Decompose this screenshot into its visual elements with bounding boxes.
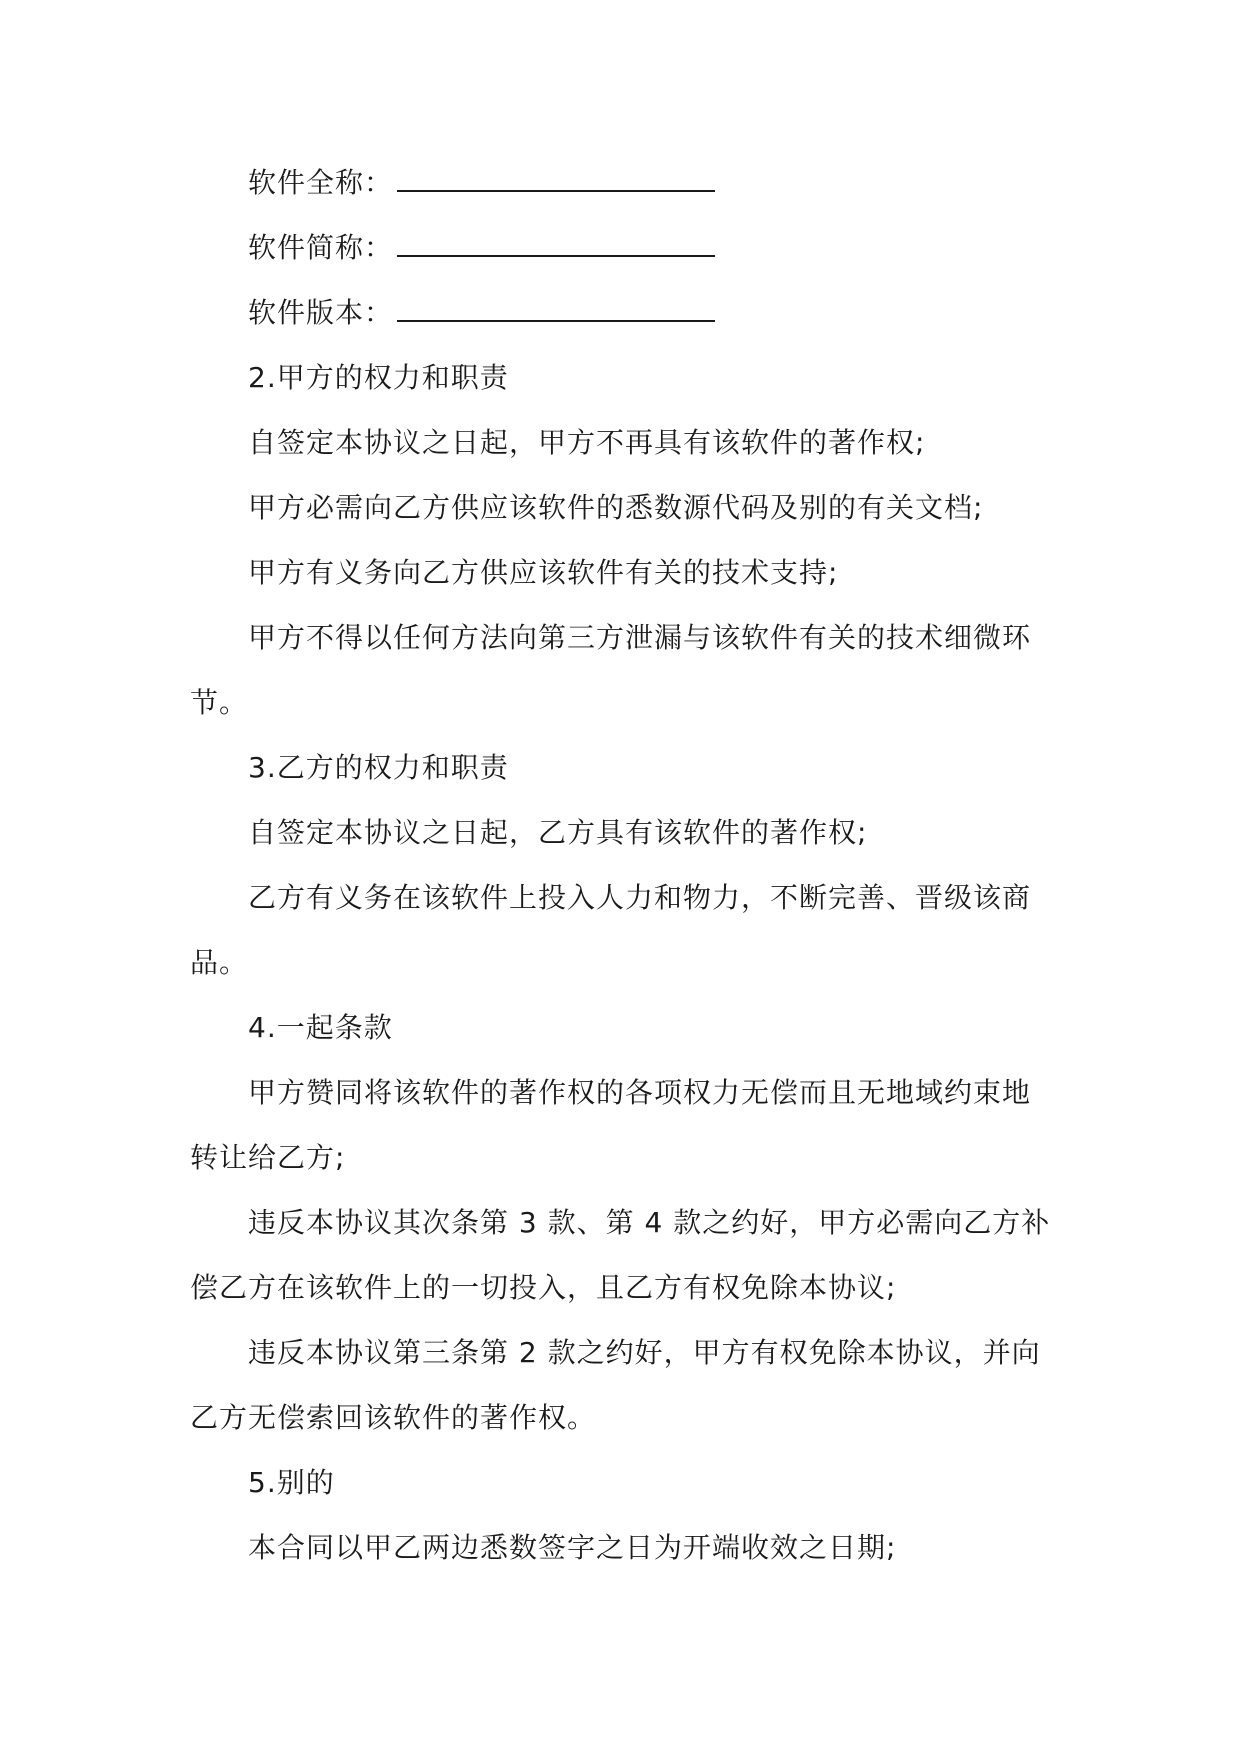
blank-underline (397, 154, 715, 192)
field-software-version (190, 280, 1056, 345)
paragraph-line: 乙方有义务在该软件上投入人力和物力，不断完善、晋级该商 (248, 881, 1032, 914)
section-heading-other: 5.别的 (248, 1466, 335, 1499)
paragraph-line: 甲方不得以任何方法向第三方泄漏与该软件有关的技术细微环 (248, 621, 1032, 654)
section-heading-party-a: 2.甲方的权力和职责 (248, 361, 509, 394)
section-heading-common-terms: 4.一起条款 (248, 1011, 393, 1044)
field-software-full-name (190, 150, 1056, 215)
document-body (190, 150, 1056, 1580)
paragraph-line: 自签定本协议之日起，甲方不再具有该软件的著作权; (248, 426, 926, 459)
blank-underline (397, 284, 715, 322)
paragraph-line: 本合同以甲乙两边悉数签字之日为开端收效之日期; (248, 1531, 897, 1564)
paragraph-line: 违反本协议其次条第 3 款、第 4 款之约好，甲方必需向乙方补 (248, 1206, 1051, 1239)
field-label: 软件简称： (248, 231, 394, 264)
paragraph-line: 甲方有义务向乙方供应该软件有关的技术支持; (248, 556, 839, 589)
paragraph-line: 自签定本协议之日起，乙方具有该软件的著作权; (248, 816, 868, 849)
blank-underline (397, 219, 715, 257)
field-label: 软件版本： (248, 296, 394, 329)
paragraph-line-continued: 节。 (190, 686, 249, 719)
field-label: 软件全称： (248, 166, 394, 199)
section-heading-party-b: 3.乙方的权力和职责 (248, 751, 509, 784)
paragraph-line: 甲方必需向乙方供应该软件的悉数源代码及别的有关文档; (248, 491, 984, 524)
paragraph-line-continued: 乙方无偿索回该软件的著作权。 (190, 1401, 597, 1434)
paragraph-line-continued: 偿乙方在该软件上的一切投入，且乙方有权免除本协议; (190, 1271, 897, 1304)
paragraph-line: 甲方赞同将该软件的著作权的各项权力无偿而且无地域约束地 (248, 1076, 1032, 1109)
paragraph-line-continued: 品。 (190, 946, 249, 979)
paragraph-line-continued: 转让给乙方; (190, 1141, 346, 1174)
field-software-short-name (190, 215, 1056, 280)
paragraph-line: 违反本协议第三条第 2 款之约好，甲方有权免除本协议，并向 (248, 1336, 1041, 1369)
